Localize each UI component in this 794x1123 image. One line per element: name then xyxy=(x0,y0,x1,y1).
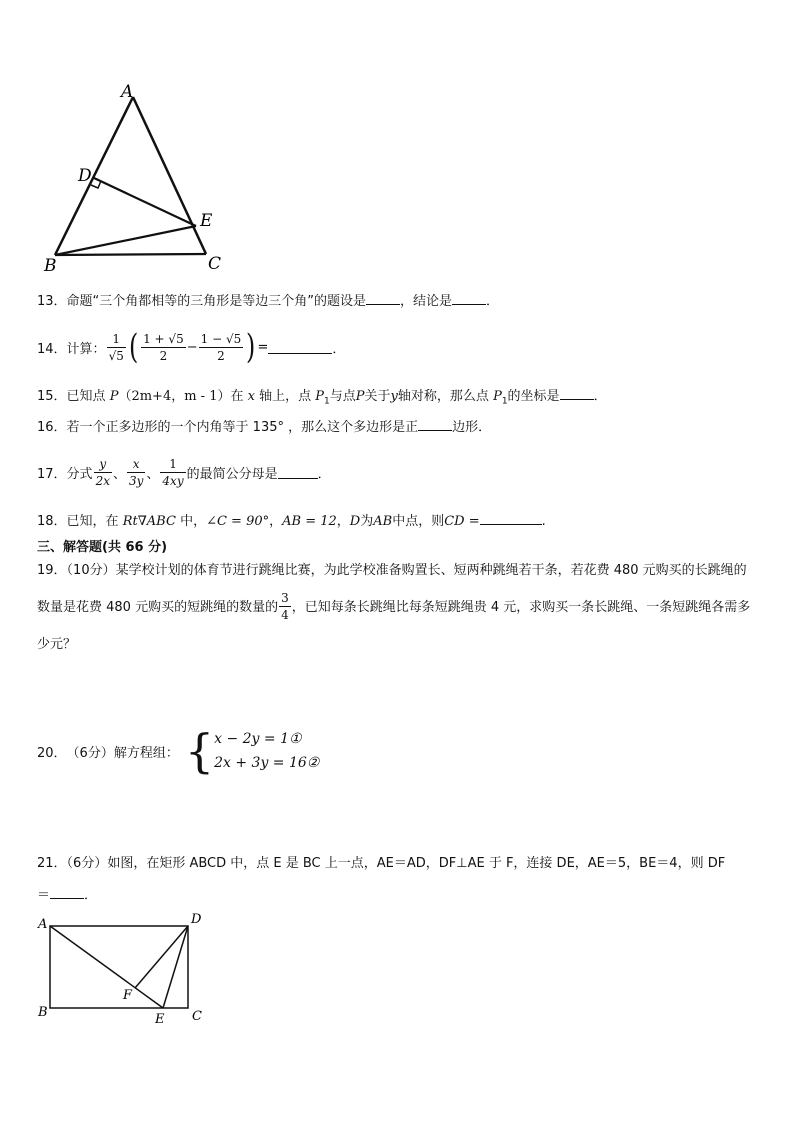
label-b: B xyxy=(38,1005,48,1020)
fraction: $\frac{1 + √5}{2}$ xyxy=(143,331,184,363)
label-a: A xyxy=(38,917,48,932)
fraction: $\frac{1}{4xy}$ xyxy=(162,456,184,488)
question-20: 20． （6分）解方程组： { x − 2y = 1① 2x + 3y = 16② xyxy=(37,724,320,778)
question-16: 16．若一个正多边形的一个内角等于 135° ，那么这个多边形是正 边形． xyxy=(37,420,492,435)
left-paren: ( xyxy=(128,327,139,367)
answer-blank[interactable] xyxy=(366,292,400,305)
triangle-figure xyxy=(40,80,230,275)
label-d: D xyxy=(191,912,202,927)
answer-blank[interactable] xyxy=(418,418,452,431)
answer-blank[interactable] xyxy=(560,387,594,400)
question-19: 19．（10分）某学校计划的体育节进行跳绳比赛，为此学校准备购置长、短两种跳绳若干条，若花费 480 元购买的长跳绳的数量是花费 480 元购买的短跳绳的数量的 $\frac{3}{4}$ ，已知每条长跳绳比每条短跳绳贵 4 元，求购买一条长跳绳、一条短跳绳各需多少元？ xyxy=(37,563,751,652)
answer-blank[interactable] xyxy=(278,466,318,479)
equation-1: x − 2y = 1① xyxy=(214,731,302,747)
question-21: 21．（6分）如图，在矩形 ABCD 中，点 E 是 BC 上一点，AE＝AD，DF⊥AE 于 F，连接 DE，AE＝5，BE＝4，则 DF xyxy=(37,856,726,871)
rectangle-figure xyxy=(34,908,214,1028)
fraction: $\frac{3}{4}$ xyxy=(281,591,289,622)
label-c: C xyxy=(192,1009,202,1024)
label-f: F xyxy=(123,988,133,1003)
label-c: C xyxy=(208,254,222,274)
label-e: E xyxy=(200,211,213,231)
question-18: 18．已知，在 Rt∇ABC 中，∠C = 90°，AB = 12，D为AB中点，则CD = . xyxy=(37,514,546,529)
equation-2: 2x + 3y = 16② xyxy=(214,755,320,771)
question-13: 13．命题“三个角都相等的三角形是等边三个角”的题设是 ，结论是 ． xyxy=(37,294,500,309)
question-17: 17． 分式 $\frac{y}{2x}$ 、 $\frac{x}{3y}$ 、 $\frac{1}{4xy}$ 的最简公分母是 ． xyxy=(37,456,331,488)
fraction: $\frac{1}{√5}$ xyxy=(108,331,124,363)
label-d: D xyxy=(78,166,92,186)
label-b: B xyxy=(44,256,57,275)
fraction: $\frac{1 - √5}{2}$ xyxy=(200,331,242,363)
equation-system xyxy=(214,727,319,775)
answer-blank[interactable] xyxy=(268,341,332,354)
label-a: A xyxy=(121,82,134,102)
fraction: $\frac{y}{2x}$ xyxy=(95,456,110,488)
left-brace: { xyxy=(184,724,215,778)
answer-blank[interactable] xyxy=(480,512,542,525)
question-15: 15．已知点 P（2m+4，m - 1）在 x 轴上，点 $P_1$与点P关于y轴对称，那么点 $P_1$的坐标是 ． xyxy=(37,389,607,407)
question-14: 14． 计算： $\frac{1}{√5}$ ( $\frac{1 + √5}{2}$ − $\frac{1 - √5}{2}$ ) = ． xyxy=(37,327,346,367)
right-paren: ) xyxy=(246,327,256,367)
label-e: E xyxy=(155,1012,165,1027)
fraction: $\frac{x}{3y}$ xyxy=(128,456,144,488)
answer-blank[interactable] xyxy=(50,886,84,899)
question-21-cont: ＝ ． xyxy=(37,888,98,903)
section-heading: 三、解答题(共 66 分) xyxy=(37,540,168,555)
answer-blank[interactable] xyxy=(452,292,486,305)
